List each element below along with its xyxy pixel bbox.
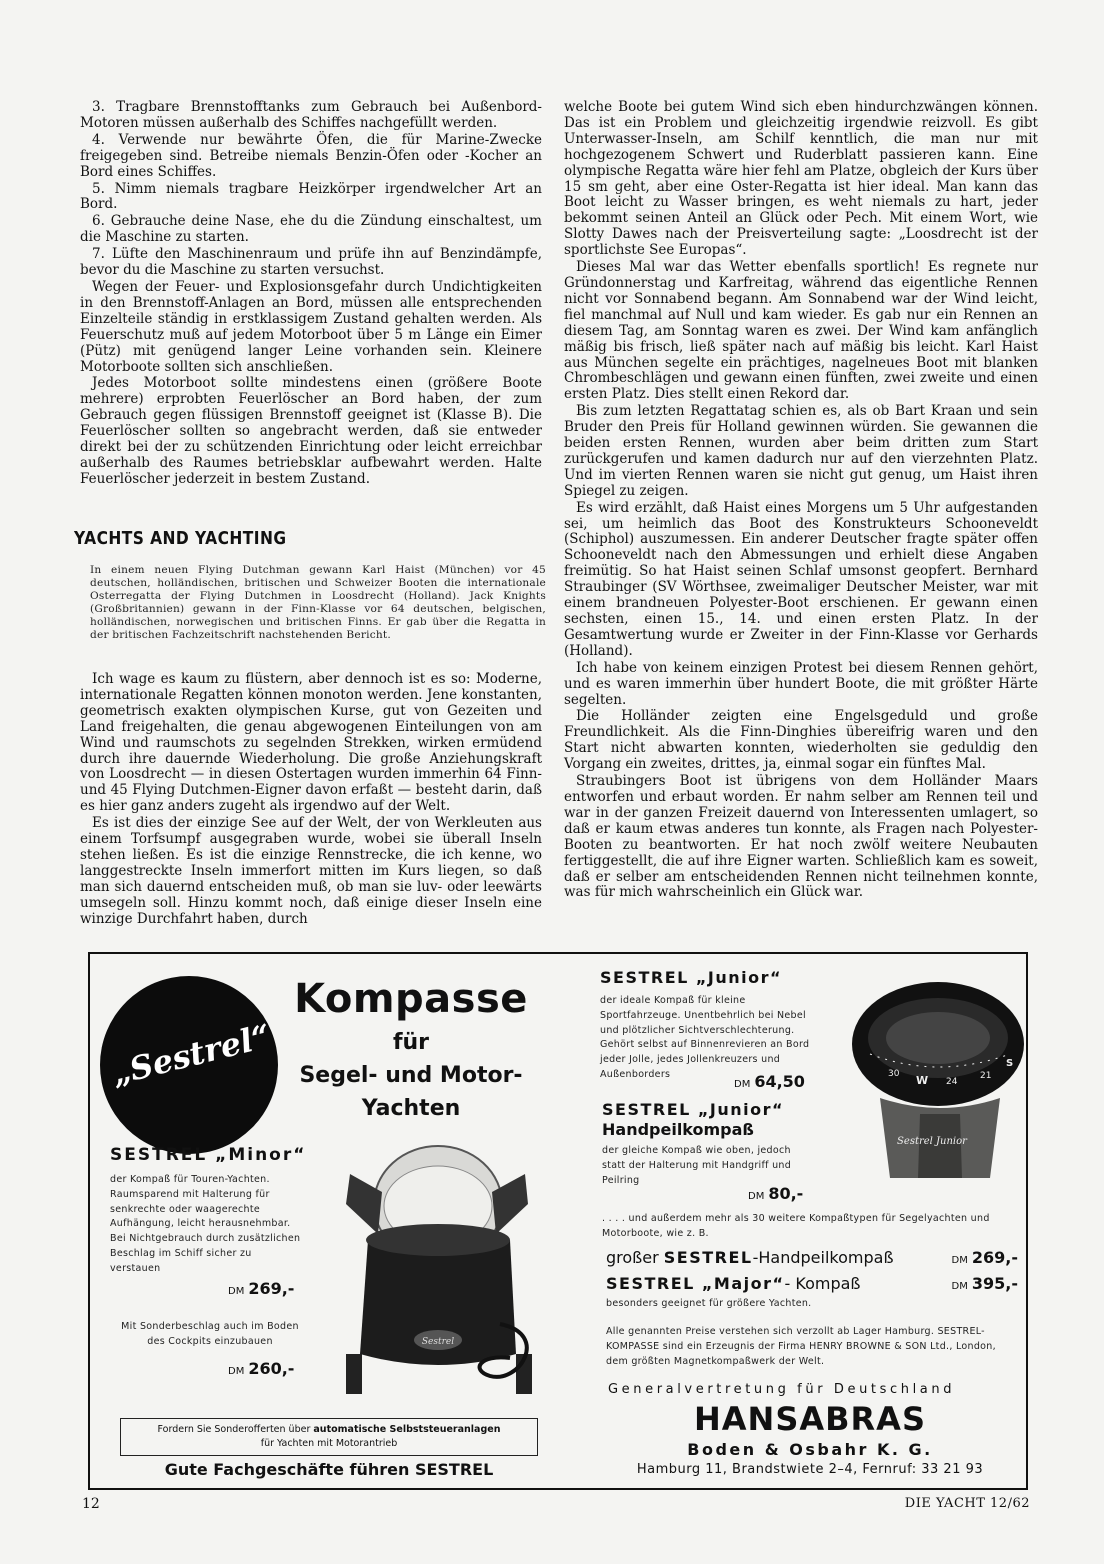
paragraph: 6. Gebrauche deine Nase, ehe du die Zündung einschaltest, um die Maschine zu starten. [80, 213, 542, 246]
left-column-top [80, 100, 542, 489]
price-value: 64,50 [754, 1072, 805, 1091]
currency: DM [228, 1366, 245, 1377]
paragraph: Es ist dies der einzige See auf der Welt, der von Werkleuten aus einem Torfsumpf ausgegraben wurde, wobei sie überall Inseln stehen ließen. Es ist die einzige Rennstrecke, die ich kenne, wo langgestreckte Inseln immerfort mitten im Kurs liegen, so daß man sich dauernd entscheiden muß, ob man sie luv- oder leewärts umsegeln soll. Hinzu kommt noch, daß einige dieser Inseln eine winzige Durchfahrt haben, durch [80, 815, 542, 927]
ad-sub-line: Segel- und Motor- [299, 1063, 523, 1088]
request-text-2: für Yachten mit Motorantrieb [260, 1438, 398, 1449]
paragraph: 4. Verwende nur bewährte Öfen, die für Marine-Zwecke freigegeben sind. Betreibe niemals Benzin-Öfen oder -Kocher an Bord eines Schiffes. [80, 131, 542, 180]
currency: DM [734, 1079, 751, 1090]
ad-headline: Kompasse [294, 976, 528, 1022]
paragraph: 7. Lüfte den Maschinenraum und prüfe ihn auf Benzindämpfe, bevor du die Maschine zu starten versuchst. [80, 246, 542, 279]
sestrel-logo [100, 976, 278, 1154]
paragraph: 5. Nimm niemals tragbare Heizkörper irgendwelcher Art an Bord. [80, 180, 542, 213]
minor-price [228, 1279, 294, 1298]
major-description: besonders geeignet für größere Yachten. [606, 1298, 812, 1309]
compass-label: Sestrel [421, 1337, 455, 1347]
price-value: 395,- [971, 1274, 1018, 1293]
row-label-part: großer [606, 1248, 664, 1267]
price-value: 260,- [248, 1359, 295, 1378]
price-value: 269,- [971, 1248, 1018, 1267]
company-subname: Boden & Osbahr K. G. [687, 1440, 933, 1459]
handpeil-subtitle: Handpeilkompaß [602, 1120, 754, 1139]
handpeil-title: SESTREL „Junior“ [602, 1100, 785, 1119]
paragraph: Wegen der Feuer- und Explosionsgefahr durch Undichtigkeiten in den Brennstoff-Anlagen an Bord, müssen alle entsprechenden Einzelteile ständig in erstklassigem Zustand gehalten werden. Als Feuerschutz muß auf jedem Motorboot über 5 m Länge ein Eimer (Pütz) mit genügend langer Leine vorhanden sein. Kleinere Motorboote sollten sich anschließen. [80, 278, 542, 375]
dial-mark: 30 [888, 1069, 900, 1079]
dial-mark: 24 [946, 1077, 958, 1087]
junior-compass-image [850, 968, 1026, 1188]
minor-compass-image [320, 1144, 570, 1404]
paragraph: Dieses Mal war das Wetter ebenfalls sportlich! Es regnete nur Gründonnerstag und Karfreitag, während das eigentliche Rennen nicht vor Sonnabend begann. Am Sonnabend war der Wind leicht, fiel manchmal auf Null und kam wieder. Es gab nur ein Rennen an diesem Tag, am Sonntag waren es zwei. Der Wind kam anfänglich mäßig bis frisch, ließ später nach auf mäßig bis leicht. Karl Haist aus München segelte ein prächtiges, nagelneues Boot mit blanken Chrombeschlägen und gewann einen fünften, zwei zweite und einen ersten Platz. Dies stellt einen Rekord dar. [564, 259, 1038, 403]
ad-subheadline [278, 1026, 544, 1125]
section-heading: YACHTS AND YACHTING [74, 528, 287, 549]
sestrel-advertisement [88, 952, 1028, 1490]
right-column [564, 100, 1038, 902]
request-bold: automatische Selbststeueranlagen [313, 1424, 501, 1435]
company-address: Hamburg 11, Brandstwiete 2–4, Fernruf: 33 21 93 [636, 1462, 984, 1477]
intro-paragraph: In einem neuen Flying Dutchman gewann Karl Haist (München) vor 45 deutschen, holländischen, britischen und Schweizer Booten die internationale Osterregatta der Flying Dutchmen in Loosdrecht (Holland). Jack Knights (Großbritannien) gewann in der Finn-Klasse vor 64 deutschen, belgischen, holländischen, norwegischen und britischen Finns. Er gab über die Regatta in der britischen Fachzeitschrift nachstehenden Bericht. [90, 564, 546, 641]
currency: DM [748, 1191, 765, 1202]
row-label-part: -Handpeilkompaß [752, 1248, 894, 1267]
currency: DM [228, 1286, 245, 1297]
paragraph: welche Boote bei gutem Wind sich eben hindurchzwängen können. Das ist ein Problem und gleichzeitig irgendwie reizvoll. Es gibt Unterwasser-Inseln, am Schilf kenntlich, die man nur mit hochgezogenem Schwert und Ruderblatt passieren kann. Eine olympische Regatta wäre hier fehl am Platze, obgleich der Kurs über 15 sm geht, aber eine Oster-Regatta ist hier ideal. Man kann das Boot leicht zu Wasser bringen, es weht niemals zu hart, jeder bekommt seinen Anteil an Glück oder Pech. Mit einem Wort, wie Slotty Dawes nach der Preisverteilung sagte: „Loosdrecht ist der sportlichste See Europas“. [564, 99, 1038, 259]
company-name: HANSABRAS [694, 1400, 926, 1438]
junior-description: der ideale Kompaß für kleine Sportfahrzeuge. Unentbehrlich bei Nebel und plötzlicher Sichtverschlechterung. Gehört selbst auf Binnenrevieren an Bord jeder Jolle, jedes Jollenkreuzers und Außenborders [600, 995, 810, 1080]
page-number: 12 [82, 1496, 100, 1512]
paragraph: Jedes Motorboot sollte mindestens einen (größere Boote mehrere) erprobten Feuerlöscher an Bord haben, der zum Gebrauch gegen flüssigen Brennstoff geeignet ist (Klasse B). Die Feuerlöscher sollten so angebracht werden, daß sie entweder direkt bei der zu schützenden Einrichtung oder leicht erreichbar außerhalb des Raumes betriebsklar aufbewahrt werden. Halte Feuerlöscher jederzeit in bestem Zustand. [80, 375, 542, 487]
request-offer-box [120, 1418, 538, 1456]
left-column-bottom [80, 672, 542, 929]
paragraph: Bis zum letzten Regattatag schien es, als ob Bart Kraan und sein Bruder den Preis für Holland gewinnen würden. Sie gewannen die beiden ersten Rennen, wurden aber beim dritten zum Start zurückgerufen und kamen dadurch nur auf den vierzehnten Platz. Und im vierten Rennen waren sie nicht gut genug, um Haist ihren Spiegel zu zeigen. [564, 403, 1038, 499]
more-types-text: . . . . und außerdem mehr als 30 weitere Kompaßtypen für Segelyachten und Motorboote, wie z. B. [602, 1213, 990, 1239]
dial-mark: 21 [980, 1071, 992, 1081]
row-label-part: - Kompaß [784, 1274, 861, 1293]
row-label-part: SESTREL [663, 1248, 753, 1267]
junior-title: SESTREL „Junior“ [600, 968, 783, 987]
price-value: 80,- [768, 1184, 804, 1203]
minor-title: SESTREL „Minor“ [110, 1145, 307, 1165]
dial-mark: W [916, 1074, 929, 1087]
ad-sub-line: für [392, 1030, 430, 1055]
request-text: Fordern Sie Sonderofferten über [157, 1424, 311, 1435]
junior-price [734, 1072, 805, 1091]
row-label-part: SESTREL „Major“ [606, 1274, 785, 1293]
row-label [606, 1248, 894, 1267]
paragraph: 3. Tragbare Brennstofftanks zum Gebrauch bei Außenbord-Motoren müssen außerhalb des Schiffes nachgefüllt werden. [80, 99, 542, 131]
prices-note: Alle genannten Preise verstehen sich verzollt ab Lager Hamburg. SESTREL-KOMPASSE sind ein Erzeugnis der Firma HENRY BROWNE & SON Ltd., London, dem größten Magnetkompaßwerk der Welt. [606, 1326, 996, 1367]
paragraph: Straubingers Boot ist übrigens von dem Holländer Maars entworfen und erbaut worden. Er nahm selber am Rennen teil und war in der ganzen Freizeit dauernd von Interessenten umlagert, so daß er kaum etwas anderes tun konnte, als Fragen nach Polyester-Booten zu beantworten. Er hat noch zwölf weitere Neubauten fertiggestellt, die auf ihre Eigner warten. Schließlich kam es soweit, daß er selber am entscheidenden Rennen nicht teilnehmen konnte, was für mich wahrscheinlich ein Glück war. [564, 773, 1038, 901]
minor-description-2: Mit Sonderbeschlag auch im Boden des Cockpits einzubauen [121, 1321, 299, 1347]
general-agency: Generalvertretung für Deutschland [608, 1382, 956, 1397]
logo-text: „Sestrel“ [107, 1016, 275, 1093]
compass-label: Sestrel Junior [897, 1136, 967, 1147]
minor-price-2 [228, 1359, 294, 1378]
currency: DM [951, 1255, 968, 1266]
ad-sub-line: Yachten [361, 1096, 461, 1121]
magazine-issue: DIE YACHT 12/62 [904, 1496, 1030, 1511]
slogan: Gute Fachgeschäfte führen SESTREL [164, 1460, 494, 1479]
paragraph: Die Holländer zeigten eine Engelsgeduld und große Freundlichkeit. Als die Finn-Dinghies übereifrig waren und den Start nicht abwarten konnten, wiederholten sie geduldig den Vorgang ein zweites, drittes, ja, einmal sogar ein fünftes Mal. [564, 708, 1038, 773]
paragraph: Ich wage es kaum zu flüstern, aber dennoch ist es so: Moderne, internationale Regatten können monoton werden. Jene konstanten, geometrisch exakten olympischen Kurse, gut von Gezeiten und Land freigehalten, die genau abgewogenen Einteilungen von am Wind und raumschots zu segelnden Strekken, wirken ermüdend durch ihre dauernde Wiederholung. Die große Anziehungskraft von Loosdrecht — in diesen Ostertagen wurden immerhin 64 Finn- und 45 Flying Dutchmen-Eigner davon erfaßt — besteht darin, daß es hier ganz anders zugeht als irgendwo auf der Welt. [80, 671, 542, 815]
handpeil-price [748, 1184, 803, 1203]
dial-mark: S [1006, 1058, 1014, 1069]
row-price [952, 1274, 1018, 1293]
row-label [606, 1274, 861, 1293]
minor-description: der Kompaß für Touren-Yachten. Raumsparend mit Halterung für senkrechte oder waagerechte Aufhängung, leicht herausnehmbar. Bei Nichtgebrauch durch zusätzlichen Beschlag im Schiff sicher zu verstauen [110, 1174, 301, 1274]
currency: DM [951, 1281, 968, 1292]
handpeil-description: der gleiche Kompaß wie oben, jedoch statt der Halterung mit Handgriff und Peilring [602, 1145, 792, 1186]
paragraph: Es wird erzählt, daß Haist eines Morgens um 5 Uhr aufgestanden sei, um heimlich das Boot des Konstrukteurs Schooneveldt (Schiphol) auszumessen. Ein anderer Deutscher fragte später offen Schooneveldt nach den Abmessungen und erhielt diese Angaben freimütig. So hat Haist seinen Schlaf umsonst geopfert. Bernhard Straubinger (SV Wörthsee, zweimaliger Deutscher Meister, war mit einem brandneuen Polyester-Boot erschienen. Er gewann einen sechsten, einen 15., 14. und einen ersten Platz. In der Gesamtwertung wurde er Zweiter in der Finn-Klasse vor Gerhards (Holland). [564, 499, 1038, 659]
row-price [952, 1248, 1018, 1267]
price-value: 269,- [248, 1279, 295, 1298]
paragraph: Ich habe von keinem einzigen Protest bei diesem Rennen gehört, und es waren immerhin über hundert Boote, die mit größter Härte segelten. [564, 659, 1038, 708]
